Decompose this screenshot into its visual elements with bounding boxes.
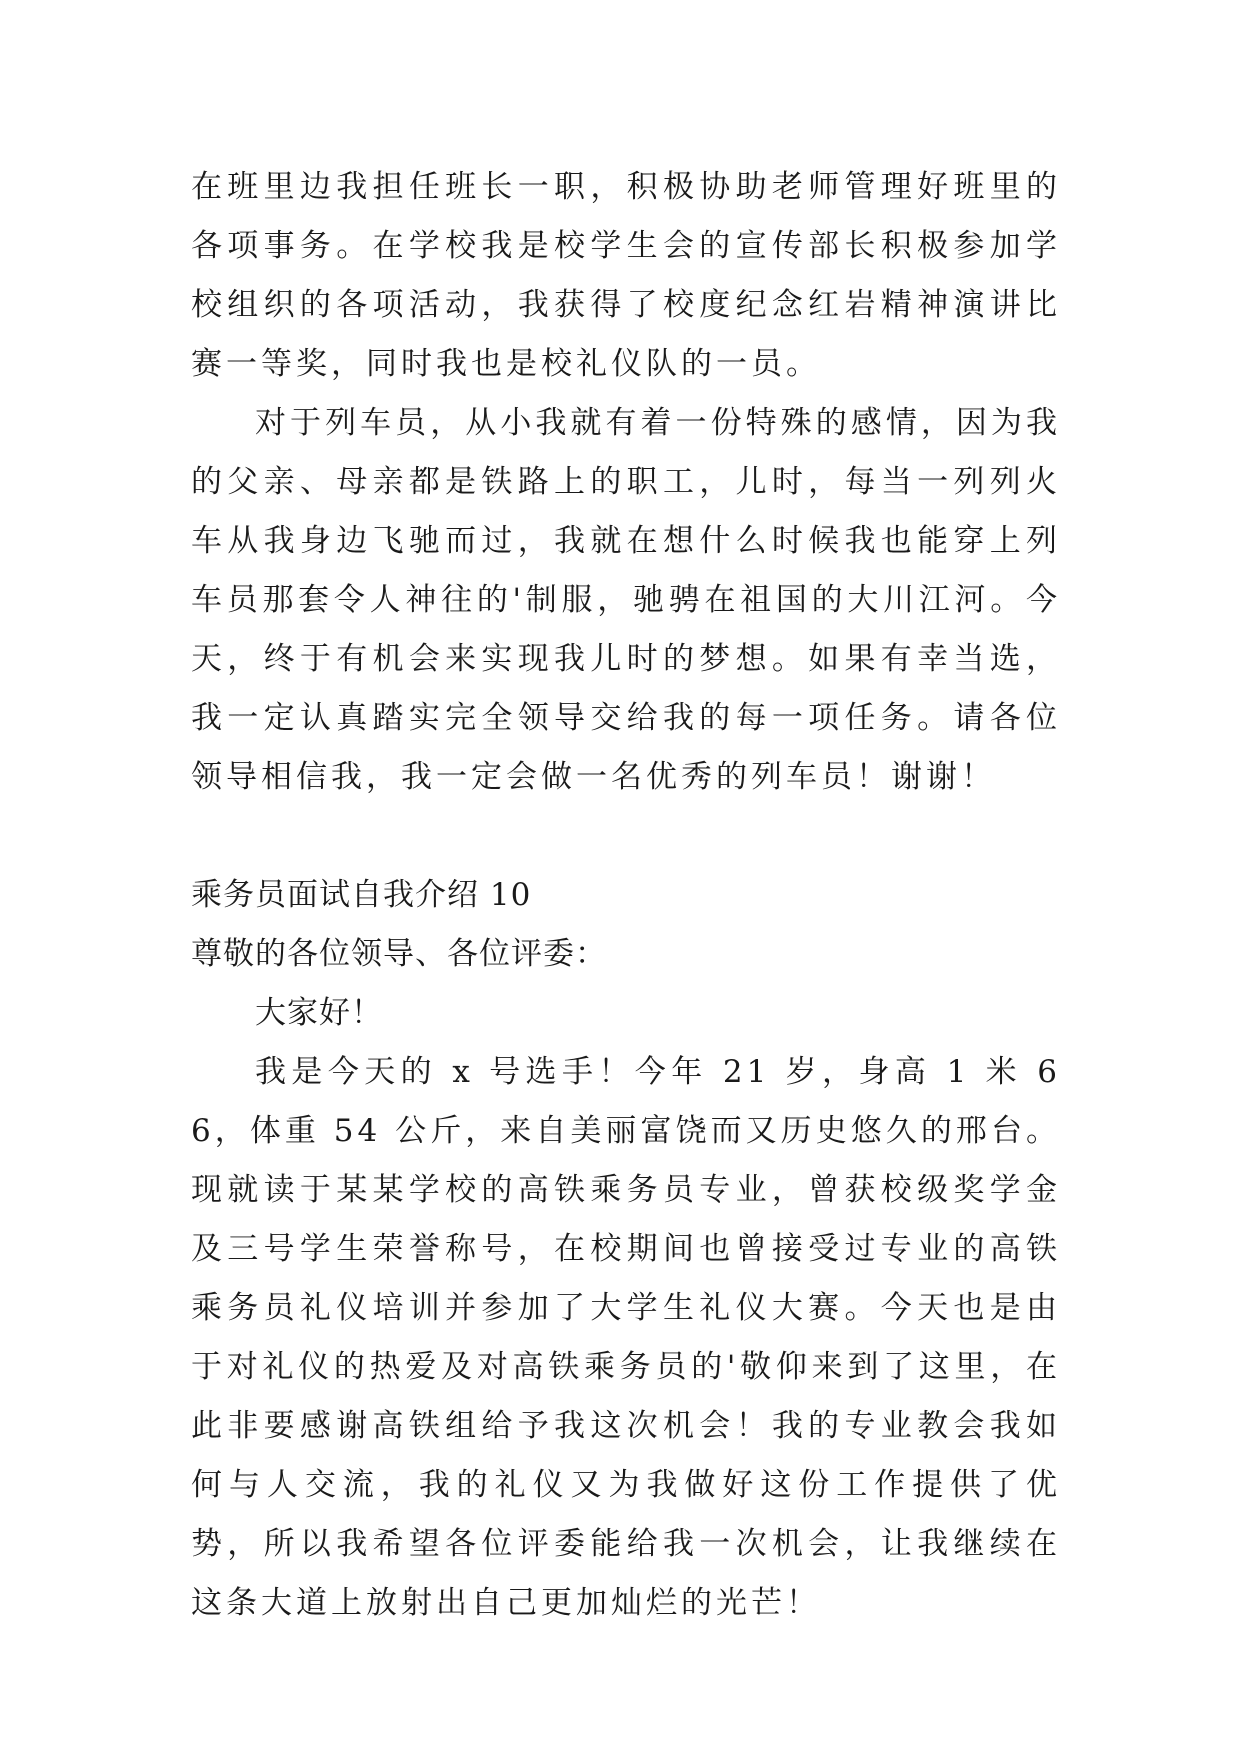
document-content [191,158,1061,1633]
paragraph-class-monitor: 在班里边我担任班长一职，积极协助老师管理好班里的各项事务。在学校我是校学生会的宣传部长积极参加学校组织的各项活动，我获得了校度纪念红岩精神演讲比赛一等奖，同时我也是校礼仪队的一员。 [191,169,1061,382]
self-introduction-body: 我是今天的 x 号选手！今年 21 岁，身高 1 米 66，体重 54 公斤，来自美丽富饶而又历史悠久的邢台。现就读于某某学校的高铁乘务员专业，曾获校级奖学金及三号学生荣誉称号，在校期间也曾接受过专业的高铁乘务员礼仪培训并参加了大学生礼仪大赛。今天也是由于对礼仪的热爱及对高铁乘务员的'敬仰来到了这里，在此非要感谢高铁组给予我这次机会！我的专业教会我如何与人交流，我的礼仪又为我做好这份工作提供了优势，所以我希望各位评委能给我一次机会，让我继续在这条大道上放射出自己更加灿烂的光芒！ [191,1054,1061,1621]
section-title: 乘务员面试自我介绍 10 [191,877,532,913]
greeting: 大家好！ [255,995,383,1031]
salutation: 尊敬的各位领导、各位评委： [191,936,607,972]
paragraph-train-attendant: 对于列车员，从小我就有着一份特殊的感情，因为我的父亲、母亲都是铁路上的职工，儿时，每当一列列火车从我身边飞驰而过，我就在想什么时候我也能穿上列车员那套令人神往的'制服，驰骋在祖国的大川江河。今天，终于有机会来实现我儿时的梦想。如果有幸当选，我一定认真踏实完全领导交给我的每一项任务。请各位领导相信我，我一定会做一名优秀的列车员！谢谢！ [191,405,1061,795]
